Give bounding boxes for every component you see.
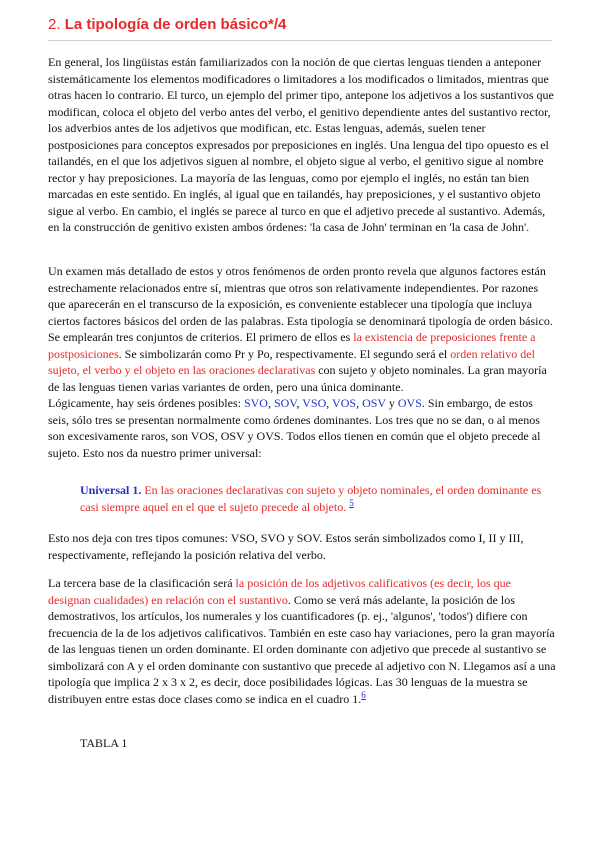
paragraph-text: Lógicamente, hay seis órdenes posibles: [48, 396, 244, 410]
paragraph-adjectives [48, 575, 556, 707]
order-osv: OSV [362, 396, 386, 410]
footnote-link-6[interactable]: 6 [361, 689, 366, 700]
paragraph-text: . Se simbolizarán como Pr y Po, respectivamente. El segundo será el [118, 346, 451, 361]
universal-label: Universal 1. [80, 483, 142, 497]
order-sov: SOV [273, 396, 297, 410]
separator: , [356, 396, 363, 410]
highlight-adjectives: la posición de los adjetivos calificativos (es decir, los que designan cualidades) en relación con el sustantivo [48, 576, 511, 607]
paragraph-criteria [48, 263, 556, 461]
separator: y [385, 396, 398, 410]
paragraph-text: . Como se verá más adelante, la posición de los demostrativos, los artículos, los numerales y los cuantificadores (p. ej., 'algunos', 'todos') difiere con frecuencia de la de los adjetivos calificativos. También en este caso hay variaciones, pero la gran mayoría de las lenguas tienen un orden dominante. El orden dominante con adjetivo que precede al sustantivo se simbolizará con A y el orden dominante con sustantivo que precede al adjetivo con N. Llegamos así a una tipología que implica 2 x 3 x 2, es decir, doce posibilidades lógicas. Las 30 lenguas de la muestra se distribuyen entre estas doce clases como se indica en el cuadro 1. [48, 592, 556, 706]
paragraph-text: La tercera base de la clasificación será [48, 576, 236, 590]
section-heading [48, 12, 552, 41]
order-svo: SVO [243, 396, 268, 410]
paragraph-intro: En general, los lingüistas están familiarizados con la noción de que ciertas lenguas tienden a anteponer sistemáticamente los elementos modificadores o limitadores a los modificados o limitados, mientras que otras hacen lo contrario. El turco, un ejemplo del primer tipo, antepone los adjetivos a los sustantivos que modifican, coloca el objeto del verbo antes del verbo, el genitivo dependiente antes del sustantivo rector, los adverbios antes de los adjetivos que modifican, etc. Estas lenguas, además, suelen tener postposiciones para conceptos expresados por preposiciones en inglés. Una lengua del tipo opuesto es el tailandés, en el que los adjetivos siguen al nombre, el objeto sigue al verbo, el genitivo sigue al nombre rector y hay preposiciones. La mayoría de las lenguas, como por ejemplo el inglés, no están tan bien marcadas en este sentido. En inglés, al igual que en tailandés, hay preposiciones, y el sustantivo objeto sigue al verbo. En cambio, el inglés se parece al turco en que el adjetivo precede al sustantivo. Además, en la construcción de genitivo existen ambos órdenes: 'la casa de John' terminan en 'la casa de John'. [48, 55, 554, 234]
section-number: 2. [48, 16, 61, 33]
universal-text: En las oraciones declarativas con sujeto y objeto nominales, el orden dominante es casi siempre aquel en el que el sujeto precede al objeto. [80, 483, 542, 514]
separator: , [267, 396, 274, 410]
highlight-word-order: orden relativo del sujeto, el verbo y el objeto en las oraciones declarativas [48, 346, 535, 377]
order-vso: VSO [302, 396, 327, 410]
separator: , [326, 396, 333, 410]
order-vos: VOS [332, 396, 357, 410]
paragraph-text: . Sin embargo, de estos seis, sólo tres se presentan normalmente como órdenes dominantes. Los tres que no se dan, o al menos son excesivamente raros, son VOS, OSV y OVS. Todos ellos tienen en común que el objeto precede al sujeto. Esto nos da nuestro primer universal: [48, 396, 541, 460]
section-title: La tipología de orden básico*/4 [64, 16, 287, 33]
footnote-link-5[interactable]: 5 [349, 497, 354, 508]
order-ovs: OVS [397, 396, 422, 410]
paragraph-text: Un examen más detallado de estos y otros fenómenos de orden pronto revela que algunos factores están estrechamente relacionados entre sí, mientras que otros son relativamente independientes. Por razones que aparecerán en el transcurso de la exposición, es conveniente establecer una tipología que incluya ciertos factores básicos del orden de las palabras. Esta tipología se denominará tipología de orden básico. Se emplearán tres conjuntos de criterios. El primero de ellos es [48, 264, 553, 344]
paragraph-common-types: Esto nos deja con tres tipos comunes: VSO, SVO y SOV. Estos serán simbolizados como I, II y III, respectivamente, reflejando la posición relativa del verbo. [48, 531, 524, 562]
table-caption: TABLA 1 [80, 736, 128, 750]
highlight-prepositions: la existencia de preposiciones frente a postposiciones [48, 330, 536, 361]
universal-callout [80, 482, 556, 515]
paragraph-text: con sujeto y objeto nominales. La gran mayoría de las lenguas tienen varias variantes de orden, pero una única dominante. [48, 363, 547, 394]
separator: , [296, 396, 303, 410]
